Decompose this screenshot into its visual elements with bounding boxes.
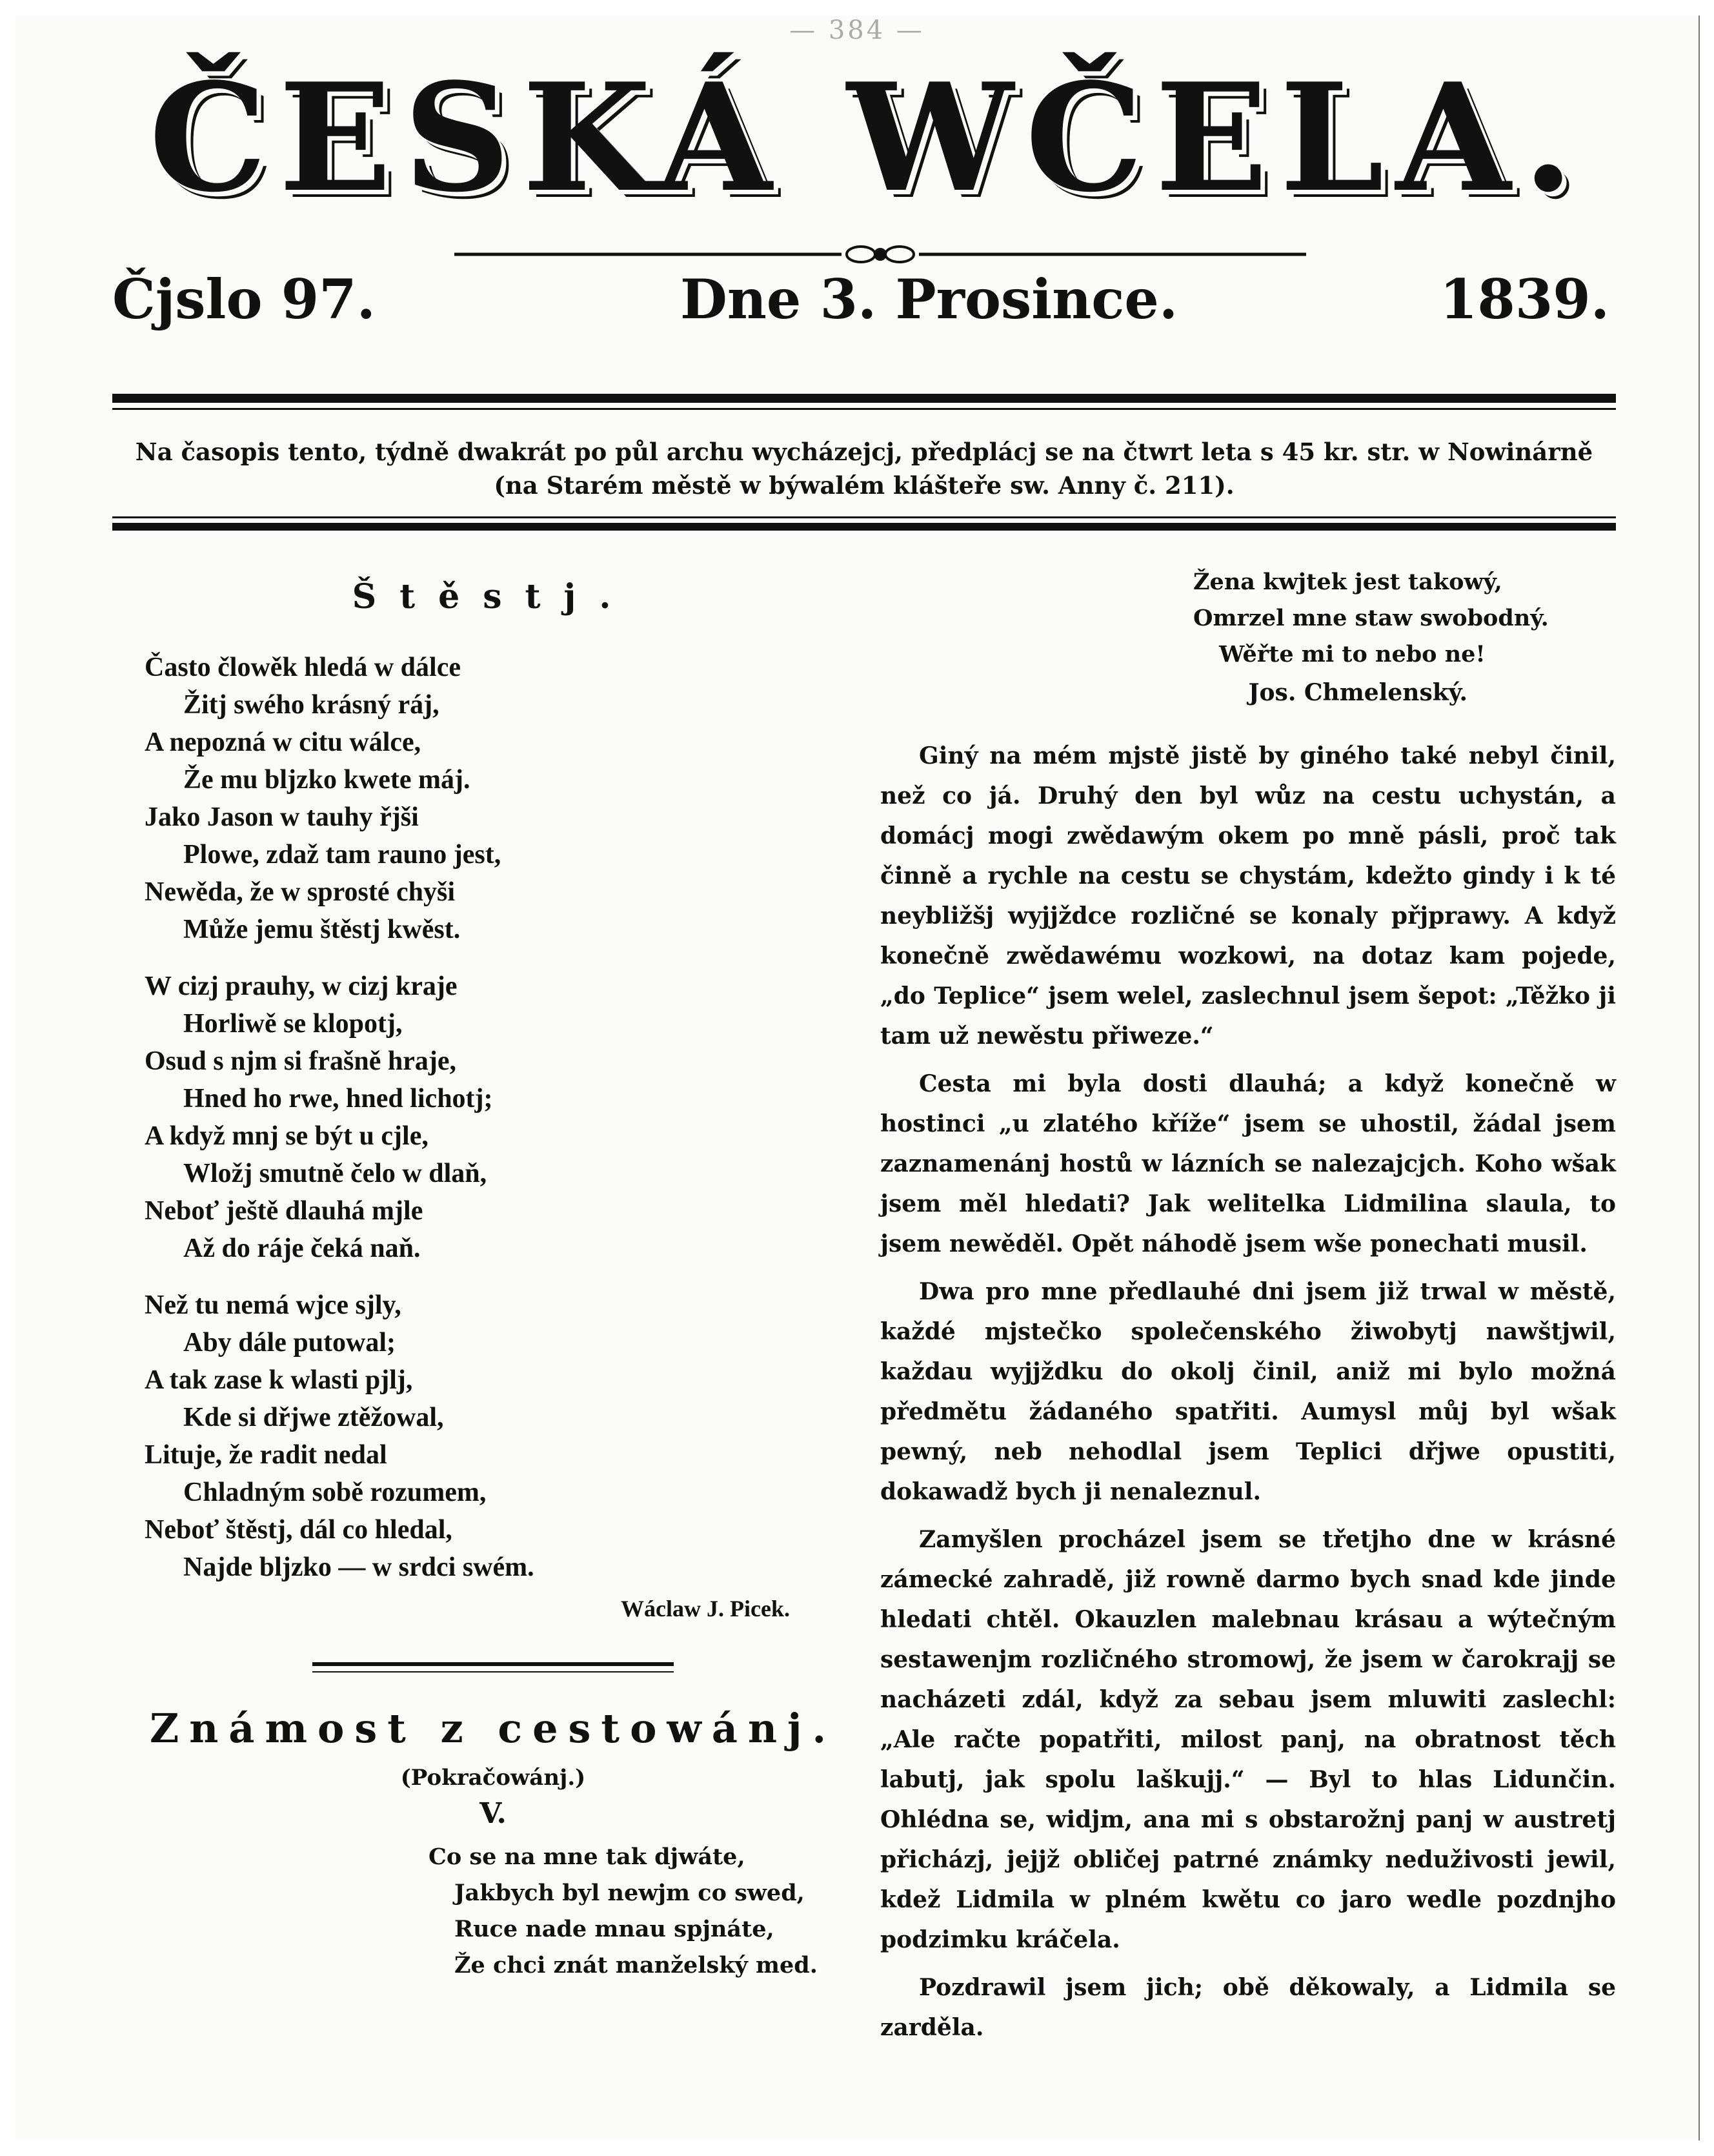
poem-line: Může jemu štěstj kwěst. — [183, 915, 461, 944]
poem-line: A tak zase k wlasti pjlj, — [145, 1365, 413, 1395]
verse-line: Jakbych byl newjm co swed, — [454, 1880, 805, 1906]
poem-title: Štěstj. — [352, 577, 634, 616]
poem-stanza — [145, 1286, 842, 1586]
poem-line: Newěda, že w sprosté chyši — [145, 877, 455, 907]
verse-author: Jos. Chmelenský. — [1248, 679, 1467, 706]
issue-year: 1839. — [1439, 267, 1609, 331]
verse-line: Že chci znát manželský med. — [454, 1952, 818, 1978]
article-paragraph: Zamyšlen procházel jsem se třetjho dne w krásné zámecké zahradě, již rowně darmo bych snad kde jinde hledati chtěl. Okauzlen malebnau krásau a wýtečným sestawenjm rozličného stromowj, že jsem w čarokrajj se nacházeti zdál, když za sebau jsem mluwiti zaslechl: „Ale račte popatřiti, milost panj, na obratnost těch labutj, jak spolu laškujj.“ — Byl to hlas Lidunčin. Ohlédna se, widjm, ana mi s obstarožnj panj w austretj přicházj, jejjž obličej patrné známky neduživosti jewil, kdež Lidmila w plném kwětu co jaro wedle pozdnjho podzimku kráčela. — [880, 1526, 1616, 1953]
poem-line: A nepozná w citu wálce, — [145, 727, 421, 757]
poem-line: Jako Jason w tauhy řjši — [145, 802, 419, 832]
poem-line: Osud s njm si frašně hraje, — [145, 1046, 457, 1076]
poem-stanza — [145, 649, 842, 948]
subscription-line: (na Starém městě w býwalém klášteře sw. Anny č. 211). — [494, 471, 1235, 500]
poem-line: Kde si dřjwe ztěžowal, — [183, 1403, 444, 1432]
dateline — [112, 267, 1609, 345]
article-paragraph: Dwa pro mne předlauhé dni jsem již trwal w městě, každé mjstečko společenského žiwobytj nawštjwil, každau wyjjždku do okolj činil, aniž mi bylo možná předmětu žádaného spatřiti. Aumysl můj byl wšak pewný, neb nehodlal jsem Teplici dřjwe opustiti, dokawadž bych ji nenaleznul. — [880, 1278, 1616, 1505]
subscription-notice — [112, 435, 1616, 502]
verse-line: Žena kwjtek jest takowý, — [1193, 569, 1502, 595]
verse-line: Wěřte mi to nebo ne! — [1219, 641, 1486, 667]
poem-line: Najde bljzko — w srdci swém. — [183, 1552, 534, 1582]
article-continued: (Pokračowánj.) — [400, 1765, 586, 1791]
ornament-divider — [441, 241, 1319, 267]
poem-line: Chladným sobě rozumem, — [183, 1478, 487, 1507]
poem-line: Plowe, zdaž tam rauno jest, — [183, 840, 501, 870]
section-separator — [312, 1662, 674, 1666]
masthead-title: ČESKÁ WČELA. — [148, 51, 1586, 225]
page-number: — 384 — — [789, 15, 925, 45]
poem-author: Wáclaw J. Picek. — [621, 1596, 790, 1622]
verse-line: Co se na mne tak djwáte, — [428, 1844, 745, 1870]
subscription-line: Na časopis tento, týdně dwakrát po půl archu wycházejcj, předplácj se na čtwrt leta s 45 kr. str. w Nowinárně — [135, 438, 1593, 466]
article-title: Známost z cestowánj. — [149, 1705, 837, 1752]
article-verse — [428, 1839, 842, 1984]
poem-line: Že mu bljzko kwete máj. — [183, 765, 470, 795]
verse-line: Omrzel mne staw swobodný. — [1193, 605, 1549, 631]
subscription-rule-thin — [112, 516, 1616, 518]
poem-line: Hned ho rwe, hned lichotj; — [183, 1084, 493, 1114]
right-column — [880, 564, 1616, 2048]
poem-line: Wložj smutně čelo w dlaň, — [183, 1159, 487, 1188]
right-verse — [1193, 564, 1616, 673]
poem-line: Horliwě se klopotj, — [183, 1009, 403, 1039]
poem-line: Neboť ještě dlauhá mjle — [145, 1196, 423, 1226]
newspaper-page — [15, 15, 1700, 2141]
header-rule-thin — [112, 408, 1616, 410]
poem-stanza — [145, 968, 842, 1267]
header-rule-top — [112, 394, 1616, 403]
article-paragraph: Pozdrawil jsem jich; obě děkowaly, a Lidmila se zarděla. — [880, 1974, 1616, 2041]
poem-line: Aby dále putowal; — [183, 1328, 396, 1358]
poem-line: Často člowěk hledá w dálce — [145, 653, 461, 682]
chapter-number: V. — [479, 1797, 507, 1830]
article-paragraph: Cesta mi byla dosti dlauhá; a když konečně w hostinci „u zlatého kříže“ jsem se uhostil, žádal jsem zaznamenánj hostů w lázních se nalezajcjch. Koho wšak jsem měl hledati? Jak welitelka Lidmilina slaula, to jsem newěděl. Opět náhodě jsem wše ponechati musil. — [880, 1070, 1616, 1257]
issue-number: Čjslo 97. — [112, 267, 376, 331]
verse-line: Ruce nade mnau spjnáte, — [454, 1916, 774, 1942]
poem-line: Žitj swého krásný ráj, — [183, 690, 439, 720]
subscription-rule-thick — [112, 523, 1616, 531]
poem-line: W cizj prauhy, w cizj kraje — [145, 971, 458, 1001]
article-paragraph: Giný na mém mjstě jistě by giného také nebyl činil, než co já. Druhý den byl wůz na cestu uchystán, a domácj mogi zwědawým okem po mně pásli, proč tak činně a rychle na cestu se chystám, kdežto gindy i k té neybližšj wyjjždce rozličné se konaly přjprawy. A když konečně zwědawému wozkowi, na dotaz kam pojede, „do Teplice“ jsem welel, zaslechnul jsem šepot: „Těžko ji tam už newěstu přiweze.“ — [880, 742, 1616, 1050]
poem-line: A když mnj se být u cjle, — [145, 1121, 428, 1151]
section-separator-thin — [312, 1671, 674, 1673]
issue-date: Dne 3. Prosince. — [680, 267, 1178, 331]
left-column — [145, 564, 842, 1984]
poem-line: Lituje, že radit nedal — [145, 1440, 387, 1470]
poem-line: Než tu nemá wjce sjly, — [145, 1290, 401, 1320]
poem-line: Až do ráje čeká naň. — [183, 1234, 421, 1263]
poem-line: Neboť štěstj, dál co hledal, — [145, 1515, 452, 1545]
